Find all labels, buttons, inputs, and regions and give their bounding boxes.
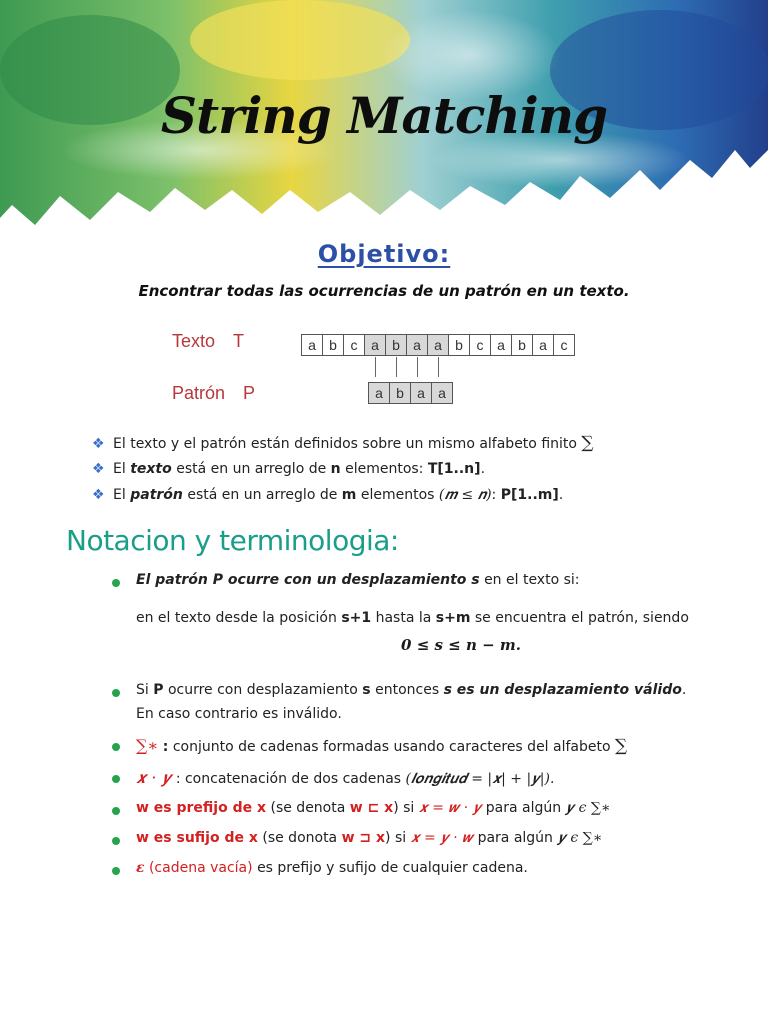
pattern-cell: a [368, 382, 390, 404]
text-cell: c [553, 334, 575, 356]
connector-line [375, 357, 376, 377]
list-item: El patrón P ocurre con un desplazamiento s en el texto si: [112, 572, 742, 596]
list-item: ❖ El patrón está en un arreglo de m elementos (𝒎 ≤ 𝒏): P[1..m]. [92, 487, 564, 503]
text-cell: c [469, 334, 491, 356]
pattern-cell: a [410, 382, 432, 404]
text-cell: a [427, 334, 449, 356]
list-item-detail: en el texto desde la posición s+1 hasta la s+m se encuentra el patrón, siendo [136, 610, 689, 626]
text-array [302, 334, 575, 356]
bullet-dot-icon [112, 867, 120, 875]
connector-line [417, 357, 418, 377]
text-symbol: T [233, 331, 245, 351]
pattern-label: Patrón P [172, 383, 256, 403]
diamond-icon: ❖ [92, 487, 105, 503]
list-item-continuation: En caso contrario es inválido. [136, 706, 342, 722]
list-item: w es sufijo de x (se donota w ⊐ x) si 𝒙 = 𝒚 · 𝒘 para algún 𝒚 ϵ ∑∗ [112, 830, 742, 860]
text-cell: c [343, 334, 365, 356]
text-cell: a [532, 334, 554, 356]
page-title: String Matching [160, 86, 608, 145]
connector-line [396, 357, 397, 377]
definition-bullets [92, 432, 594, 510]
objetivo-description: Encontrar todas las ocurrencias de un patrón en un texto. [138, 282, 630, 300]
objetivo-heading: Objetivo: [317, 240, 451, 268]
text-cell: a [406, 334, 428, 356]
list-item: 𝒙 · 𝒚 : concatenación de dos cadenas (𝒍𝒐𝒏𝒈𝒊𝒕𝒖𝒅 = |𝒙| + |𝒚|). [112, 768, 742, 800]
list-item: ❖ El texto está en un arreglo de n elementos: T[1..n]. [92, 461, 486, 477]
list-item: Si P ocurre con desplazamiento s entonces s es un desplazamiento válido. [112, 682, 742, 706]
terminology-list [112, 572, 742, 890]
bullet-dot-icon [112, 579, 120, 587]
bullet-dot-icon [112, 807, 120, 815]
list-item: 𝜺 (cadena vacía) es prefijo y sufijo de cualquier cadena. [112, 860, 742, 890]
pattern-symbol: P [243, 383, 256, 403]
text-label: Texto T [172, 331, 245, 351]
bullet-dot-icon [112, 775, 120, 783]
text-cell: b [322, 334, 344, 356]
text-cell: b [385, 334, 407, 356]
formula: 0 ≤ s ≤ n − m. [401, 636, 521, 654]
text-cell: a [364, 334, 386, 356]
text-cell: b [511, 334, 533, 356]
text-cell: a [490, 334, 512, 356]
section-title: Notacion y terminologia: [66, 524, 399, 557]
list-item: w es prefijo de x (se denota w ⊏ x) si 𝒙 = 𝒘 · 𝒚 para algún 𝒚 ϵ ∑∗ [112, 800, 742, 830]
pattern-array [369, 382, 453, 404]
bullet-dot-icon [112, 743, 120, 751]
diamond-icon: ❖ [92, 436, 105, 452]
bullet-dot-icon [112, 689, 120, 697]
list-item: ❖ El texto y el patrón están definidos sobre un mismo alfabeto finito ∑ [92, 433, 594, 453]
diamond-icon: ❖ [92, 461, 105, 477]
text-cell: b [448, 334, 470, 356]
bullet-dot-icon [112, 837, 120, 845]
pattern-cell: a [431, 382, 453, 404]
connector-line [438, 357, 439, 377]
text-cell: a [301, 334, 323, 356]
pattern-cell: b [389, 382, 411, 404]
list-item: ∑∗ : conjunto de cadenas formadas usando caracteres del alfabeto ∑ [112, 736, 742, 768]
